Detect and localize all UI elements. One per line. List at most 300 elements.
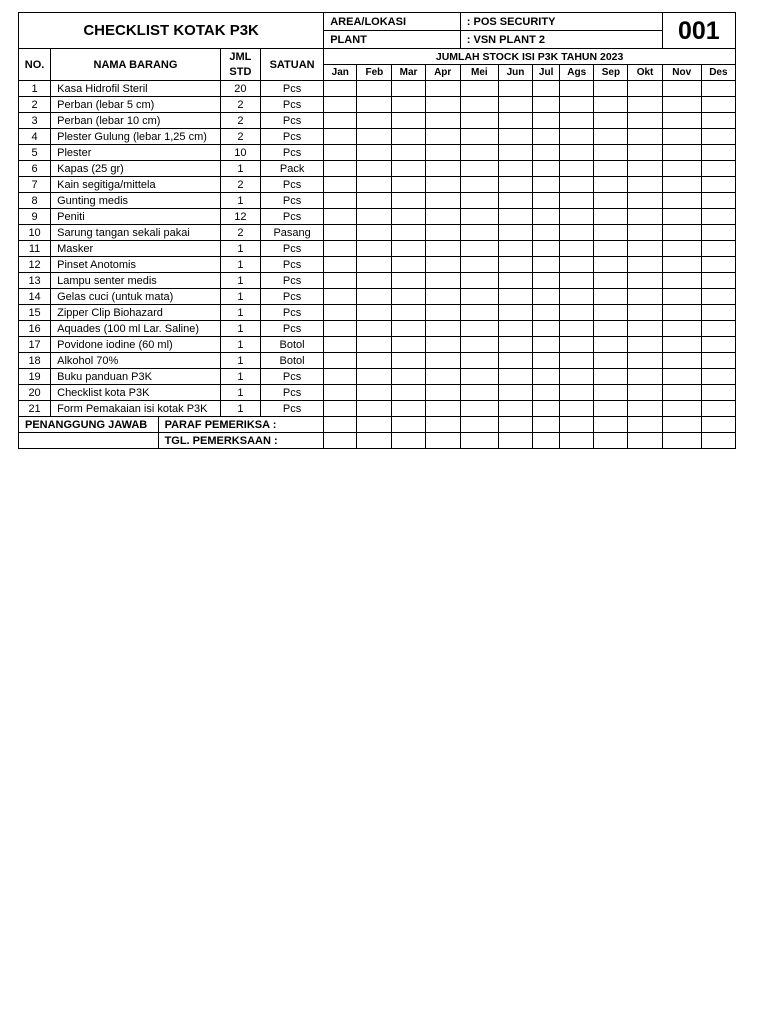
stock-cell[interactable] [533, 289, 560, 305]
stock-cell[interactable] [498, 129, 532, 145]
stock-cell[interactable] [533, 273, 560, 289]
stock-cell[interactable] [392, 193, 425, 209]
stock-cell[interactable] [662, 385, 701, 401]
stock-cell[interactable] [392, 145, 425, 161]
paraf-cell[interactable] [392, 417, 425, 433]
paraf-cell[interactable] [425, 417, 460, 433]
item-jml-std: 2 [220, 97, 260, 113]
stock-cell[interactable] [560, 369, 594, 385]
stock-cell[interactable] [498, 177, 532, 193]
stock-cell[interactable] [662, 177, 701, 193]
tanggal-cell[interactable] [533, 433, 560, 449]
tanggal-cell[interactable] [628, 433, 662, 449]
stock-cell[interactable] [628, 369, 662, 385]
stock-cell[interactable] [560, 289, 594, 305]
stock-cell[interactable] [498, 225, 532, 241]
stock-cell[interactable] [701, 305, 735, 321]
stock-cell[interactable] [498, 369, 532, 385]
stock-cell[interactable] [662, 289, 701, 305]
tanggal-cell[interactable] [425, 433, 460, 449]
item-no: 3 [19, 113, 51, 129]
stock-cell[interactable] [498, 337, 532, 353]
stock-cell[interactable] [460, 161, 498, 177]
stock-cell[interactable] [460, 145, 498, 161]
stock-cell[interactable] [324, 353, 357, 369]
stock-cell[interactable] [628, 353, 662, 369]
stock-cell[interactable] [701, 337, 735, 353]
stock-cell[interactable] [498, 305, 532, 321]
stock-cell[interactable] [533, 401, 560, 417]
stock-cell[interactable] [460, 321, 498, 337]
stock-cell[interactable] [628, 97, 662, 113]
stock-cell[interactable] [662, 273, 701, 289]
item-no: 17 [19, 337, 51, 353]
stock-cell[interactable] [392, 289, 425, 305]
stock-cell[interactable] [357, 161, 392, 177]
item-no: 20 [19, 385, 51, 401]
stock-cell[interactable] [533, 113, 560, 129]
stock-cell[interactable] [560, 145, 594, 161]
stock-cell[interactable] [498, 161, 532, 177]
stock-cell[interactable] [425, 353, 460, 369]
stock-cell[interactable] [560, 257, 594, 273]
stock-cell[interactable] [425, 193, 460, 209]
month-header: Jan [324, 65, 357, 81]
stock-cell[interactable] [425, 161, 460, 177]
stock-cell[interactable] [628, 129, 662, 145]
stock-cell[interactable] [498, 209, 532, 225]
stock-cell[interactable] [460, 193, 498, 209]
tanggal-cell[interactable] [324, 433, 357, 449]
stock-cell[interactable] [594, 289, 628, 305]
stock-cell[interactable] [594, 401, 628, 417]
stock-cell[interactable] [392, 177, 425, 193]
paraf-cell[interactable] [701, 417, 735, 433]
table-row [19, 177, 736, 193]
stock-cell[interactable] [324, 161, 357, 177]
stock-cell[interactable] [533, 161, 560, 177]
stock-cell[interactable] [628, 177, 662, 193]
item-name: Lampu senter medis [51, 273, 221, 289]
stock-cell[interactable] [498, 273, 532, 289]
item-satuan: Pcs [260, 81, 323, 97]
stock-cell[interactable] [425, 241, 460, 257]
stock-cell[interactable] [594, 273, 628, 289]
stock-cell[interactable] [594, 321, 628, 337]
item-no: 5 [19, 145, 51, 161]
tanggal-cell[interactable] [560, 433, 594, 449]
stock-cell[interactable] [662, 369, 701, 385]
stock-cell[interactable] [701, 97, 735, 113]
stock-cell[interactable] [357, 145, 392, 161]
paraf-cell[interactable] [560, 417, 594, 433]
stock-cell[interactable] [594, 129, 628, 145]
stock-cell[interactable] [533, 129, 560, 145]
stock-cell[interactable] [560, 321, 594, 337]
stock-cell[interactable] [357, 81, 392, 97]
stock-cell[interactable] [357, 385, 392, 401]
stock-cell[interactable] [357, 337, 392, 353]
stock-cell[interactable] [498, 145, 532, 161]
stock-cell[interactable] [324, 289, 357, 305]
paraf-cell[interactable] [662, 417, 701, 433]
stock-cell[interactable] [357, 129, 392, 145]
stock-cell[interactable] [701, 209, 735, 225]
stock-cell[interactable] [357, 209, 392, 225]
paraf-cell[interactable] [533, 417, 560, 433]
stock-cell[interactable] [357, 305, 392, 321]
stock-cell[interactable] [594, 145, 628, 161]
stock-cell[interactable] [324, 305, 357, 321]
stock-cell[interactable] [324, 385, 357, 401]
stock-cell[interactable] [560, 353, 594, 369]
stock-cell[interactable] [594, 209, 628, 225]
stock-cell[interactable] [628, 161, 662, 177]
stock-cell[interactable] [324, 129, 357, 145]
stock-cell[interactable] [357, 193, 392, 209]
stock-cell[interactable] [594, 113, 628, 129]
stock-cell[interactable] [628, 241, 662, 257]
stock-cell[interactable] [460, 257, 498, 273]
stock-cell[interactable] [662, 161, 701, 177]
stock-cell[interactable] [460, 241, 498, 257]
stock-cell[interactable] [628, 273, 662, 289]
stock-cell[interactable] [357, 241, 392, 257]
stock-cell[interactable] [425, 225, 460, 241]
stock-cell[interactable] [662, 81, 701, 97]
item-jml-std: 1 [220, 289, 260, 305]
stock-cell[interactable] [392, 305, 425, 321]
stock-cell[interactable] [533, 225, 560, 241]
stock-cell[interactable] [628, 401, 662, 417]
stock-cell[interactable] [425, 145, 460, 161]
item-jml-std: 1 [220, 193, 260, 209]
paraf-cell[interactable] [498, 417, 532, 433]
stock-cell[interactable] [324, 225, 357, 241]
paraf-cell[interactable] [594, 417, 628, 433]
stock-cell[interactable] [594, 385, 628, 401]
stock-cell[interactable] [662, 321, 701, 337]
stock-cell[interactable] [324, 257, 357, 273]
stock-cell[interactable] [425, 321, 460, 337]
stock-cell[interactable] [628, 193, 662, 209]
stock-cell[interactable] [425, 81, 460, 97]
tanggal-cell[interactable] [662, 433, 701, 449]
stock-cell[interactable] [701, 321, 735, 337]
stock-cell[interactable] [498, 97, 532, 113]
stock-cell[interactable] [560, 81, 594, 97]
stock-cell[interactable] [594, 193, 628, 209]
stock-cell[interactable] [460, 81, 498, 97]
item-name: Alkohol 70% [51, 353, 221, 369]
item-satuan: Pcs [260, 305, 323, 321]
stock-cell[interactable] [357, 97, 392, 113]
stock-cell[interactable] [498, 401, 532, 417]
stock-cell[interactable] [460, 401, 498, 417]
stock-cell[interactable] [324, 209, 357, 225]
stock-cell[interactable] [628, 81, 662, 97]
stock-cell[interactable] [560, 385, 594, 401]
stock-cell[interactable] [701, 401, 735, 417]
stock-cell[interactable] [594, 81, 628, 97]
stock-cell[interactable] [357, 401, 392, 417]
stock-cell[interactable] [498, 81, 532, 97]
stock-cell[interactable] [425, 177, 460, 193]
stock-cell[interactable] [392, 113, 425, 129]
stock-cell[interactable] [460, 97, 498, 113]
stock-cell[interactable] [498, 257, 532, 273]
stock-cell[interactable] [594, 241, 628, 257]
stock-cell[interactable] [701, 193, 735, 209]
stock-cell[interactable] [533, 385, 560, 401]
stock-cell[interactable] [425, 369, 460, 385]
stock-cell[interactable] [324, 337, 357, 353]
stock-cell[interactable] [662, 129, 701, 145]
stock-cell[interactable] [324, 193, 357, 209]
stock-cell[interactable] [324, 145, 357, 161]
stock-cell[interactable] [533, 353, 560, 369]
stock-cell[interactable] [357, 321, 392, 337]
stock-cell[interactable] [662, 353, 701, 369]
table-row [19, 193, 736, 209]
stock-cell[interactable] [392, 161, 425, 177]
stock-cell[interactable] [701, 273, 735, 289]
stock-cell[interactable] [460, 113, 498, 129]
stock-cell[interactable] [324, 321, 357, 337]
stock-cell[interactable] [357, 113, 392, 129]
stock-cell[interactable] [628, 257, 662, 273]
stock-cell[interactable] [662, 337, 701, 353]
stock-cell[interactable] [392, 369, 425, 385]
stock-cell[interactable] [628, 385, 662, 401]
paraf-cell[interactable] [628, 417, 662, 433]
stock-cell[interactable] [460, 177, 498, 193]
stock-cell[interactable] [533, 321, 560, 337]
stock-cell[interactable] [460, 385, 498, 401]
stock-cell[interactable] [460, 337, 498, 353]
stock-cell[interactable] [701, 369, 735, 385]
stock-cell[interactable] [662, 97, 701, 113]
stock-cell[interactable] [533, 193, 560, 209]
stock-cell[interactable] [628, 305, 662, 321]
stock-cell[interactable] [324, 97, 357, 113]
item-satuan: Pcs [260, 209, 323, 225]
stock-cell[interactable] [357, 177, 392, 193]
stock-cell[interactable] [324, 369, 357, 385]
stock-cell[interactable] [628, 209, 662, 225]
stock-cell[interactable] [392, 241, 425, 257]
stock-cell[interactable] [560, 401, 594, 417]
stock-cell[interactable] [392, 321, 425, 337]
stock-cell[interactable] [662, 225, 701, 241]
stock-cell[interactable] [533, 337, 560, 353]
table-row [19, 241, 736, 257]
stock-cell[interactable] [628, 321, 662, 337]
paraf-cell[interactable] [324, 417, 357, 433]
stock-cell[interactable] [594, 161, 628, 177]
stock-cell[interactable] [425, 289, 460, 305]
stock-cell[interactable] [594, 257, 628, 273]
stock-cell[interactable] [324, 113, 357, 129]
stock-cell[interactable] [533, 305, 560, 321]
stock-cell[interactable] [533, 241, 560, 257]
stock-cell[interactable] [392, 81, 425, 97]
tanggal-cell[interactable] [392, 433, 425, 449]
stock-cell[interactable] [662, 113, 701, 129]
stock-cell[interactable] [392, 273, 425, 289]
stock-cell[interactable] [560, 129, 594, 145]
stock-cell[interactable] [425, 97, 460, 113]
stock-cell[interactable] [560, 161, 594, 177]
stock-cell[interactable] [701, 385, 735, 401]
stock-cell[interactable] [662, 305, 701, 321]
stock-cell[interactable] [701, 177, 735, 193]
stock-cell[interactable] [701, 145, 735, 161]
stock-cell[interactable] [594, 337, 628, 353]
stock-cell[interactable] [533, 257, 560, 273]
stock-cell[interactable] [460, 305, 498, 321]
stock-cell[interactable] [324, 273, 357, 289]
stock-cell[interactable] [425, 337, 460, 353]
stock-cell[interactable] [628, 289, 662, 305]
stock-cell[interactable] [701, 257, 735, 273]
stock-cell[interactable] [498, 289, 532, 305]
stock-cell[interactable] [460, 369, 498, 385]
stock-cell[interactable] [533, 145, 560, 161]
stock-cell[interactable] [460, 209, 498, 225]
stock-cell[interactable] [425, 385, 460, 401]
item-name: Kasa Hidrofil Steril [51, 81, 221, 97]
stock-cell[interactable] [560, 97, 594, 113]
stock-cell[interactable] [628, 113, 662, 129]
table-row [19, 353, 736, 369]
item-name: Masker [51, 241, 221, 257]
stock-cell[interactable] [701, 289, 735, 305]
stock-cell[interactable] [662, 257, 701, 273]
stock-cell[interactable] [594, 305, 628, 321]
stock-cell[interactable] [357, 273, 392, 289]
stock-cell[interactable] [662, 241, 701, 257]
stock-cell[interactable] [662, 145, 701, 161]
stock-cell[interactable] [662, 401, 701, 417]
stock-cell[interactable] [392, 353, 425, 369]
stock-cell[interactable] [392, 337, 425, 353]
stock-cell[interactable] [498, 321, 532, 337]
stock-cell[interactable] [594, 177, 628, 193]
stock-cell[interactable] [533, 209, 560, 225]
paraf-pemeriksa-label: PARAF PEMERIKSA : [158, 417, 324, 433]
stock-cell[interactable] [701, 113, 735, 129]
tanggal-cell[interactable] [594, 433, 628, 449]
stock-cell[interactable] [701, 81, 735, 97]
stock-cell[interactable] [392, 129, 425, 145]
stock-cell[interactable] [498, 385, 532, 401]
stock-cell[interactable] [701, 225, 735, 241]
stock-cell[interactable] [324, 401, 357, 417]
stock-cell[interactable] [498, 113, 532, 129]
stock-cell[interactable] [425, 273, 460, 289]
stock-cell[interactable] [425, 129, 460, 145]
stock-cell[interactable] [425, 305, 460, 321]
stock-cell[interactable] [392, 385, 425, 401]
stock-cell[interactable] [324, 177, 357, 193]
item-name: Aquades (100 ml Lar. Saline) [51, 321, 221, 337]
stock-cell[interactable] [560, 209, 594, 225]
stock-cell[interactable] [425, 209, 460, 225]
tanggal-cell[interactable] [357, 433, 392, 449]
tanggal-cell[interactable] [498, 433, 532, 449]
paraf-cell[interactable] [357, 417, 392, 433]
stock-cell[interactable] [324, 81, 357, 97]
stock-cell[interactable] [701, 129, 735, 145]
stock-cell[interactable] [560, 113, 594, 129]
stock-cell[interactable] [701, 353, 735, 369]
stock-cell[interactable] [701, 241, 735, 257]
stock-cell[interactable] [392, 225, 425, 241]
stock-cell[interactable] [357, 369, 392, 385]
stock-cell[interactable] [357, 353, 392, 369]
stock-cell[interactable] [560, 193, 594, 209]
stock-cell[interactable] [357, 289, 392, 305]
stock-cell[interactable] [392, 257, 425, 273]
stock-cell[interactable] [533, 177, 560, 193]
stock-cell[interactable] [701, 161, 735, 177]
stock-cell[interactable] [357, 257, 392, 273]
stock-cell[interactable] [560, 273, 594, 289]
stock-cell[interactable] [594, 97, 628, 113]
stock-cell[interactable] [533, 97, 560, 113]
stock-cell[interactable] [357, 225, 392, 241]
stock-cell[interactable] [533, 81, 560, 97]
stock-cell[interactable] [560, 225, 594, 241]
stock-cell[interactable] [628, 145, 662, 161]
stock-cell[interactable] [662, 193, 701, 209]
stock-cell[interactable] [628, 225, 662, 241]
stock-cell[interactable] [498, 353, 532, 369]
stock-cell[interactable] [594, 353, 628, 369]
stock-cell[interactable] [533, 369, 560, 385]
stock-cell[interactable] [498, 241, 532, 257]
table-row [19, 97, 736, 113]
paraf-cell[interactable] [460, 417, 498, 433]
stock-cell[interactable] [425, 257, 460, 273]
tanggal-cell[interactable] [460, 433, 498, 449]
stock-cell[interactable] [425, 113, 460, 129]
stock-cell[interactable] [392, 97, 425, 113]
item-jml-std: 1 [220, 161, 260, 177]
stock-cell[interactable] [392, 401, 425, 417]
stock-cell[interactable] [324, 241, 357, 257]
stock-cell[interactable] [594, 369, 628, 385]
stock-cell[interactable] [560, 241, 594, 257]
stock-cell[interactable] [560, 337, 594, 353]
stock-cell[interactable] [560, 305, 594, 321]
stock-cell[interactable] [594, 225, 628, 241]
penanggung-jawab-value[interactable] [19, 433, 159, 449]
stock-cell[interactable] [662, 209, 701, 225]
stock-cell[interactable] [628, 337, 662, 353]
stock-cell[interactable] [460, 289, 498, 305]
stock-cell[interactable] [460, 353, 498, 369]
stock-cell[interactable] [425, 401, 460, 417]
stock-cell[interactable] [560, 177, 594, 193]
stock-cell[interactable] [460, 225, 498, 241]
stock-cell[interactable] [392, 209, 425, 225]
tanggal-cell[interactable] [701, 433, 735, 449]
stock-cell[interactable] [498, 193, 532, 209]
stock-cell[interactable] [460, 273, 498, 289]
stock-cell[interactable] [460, 129, 498, 145]
